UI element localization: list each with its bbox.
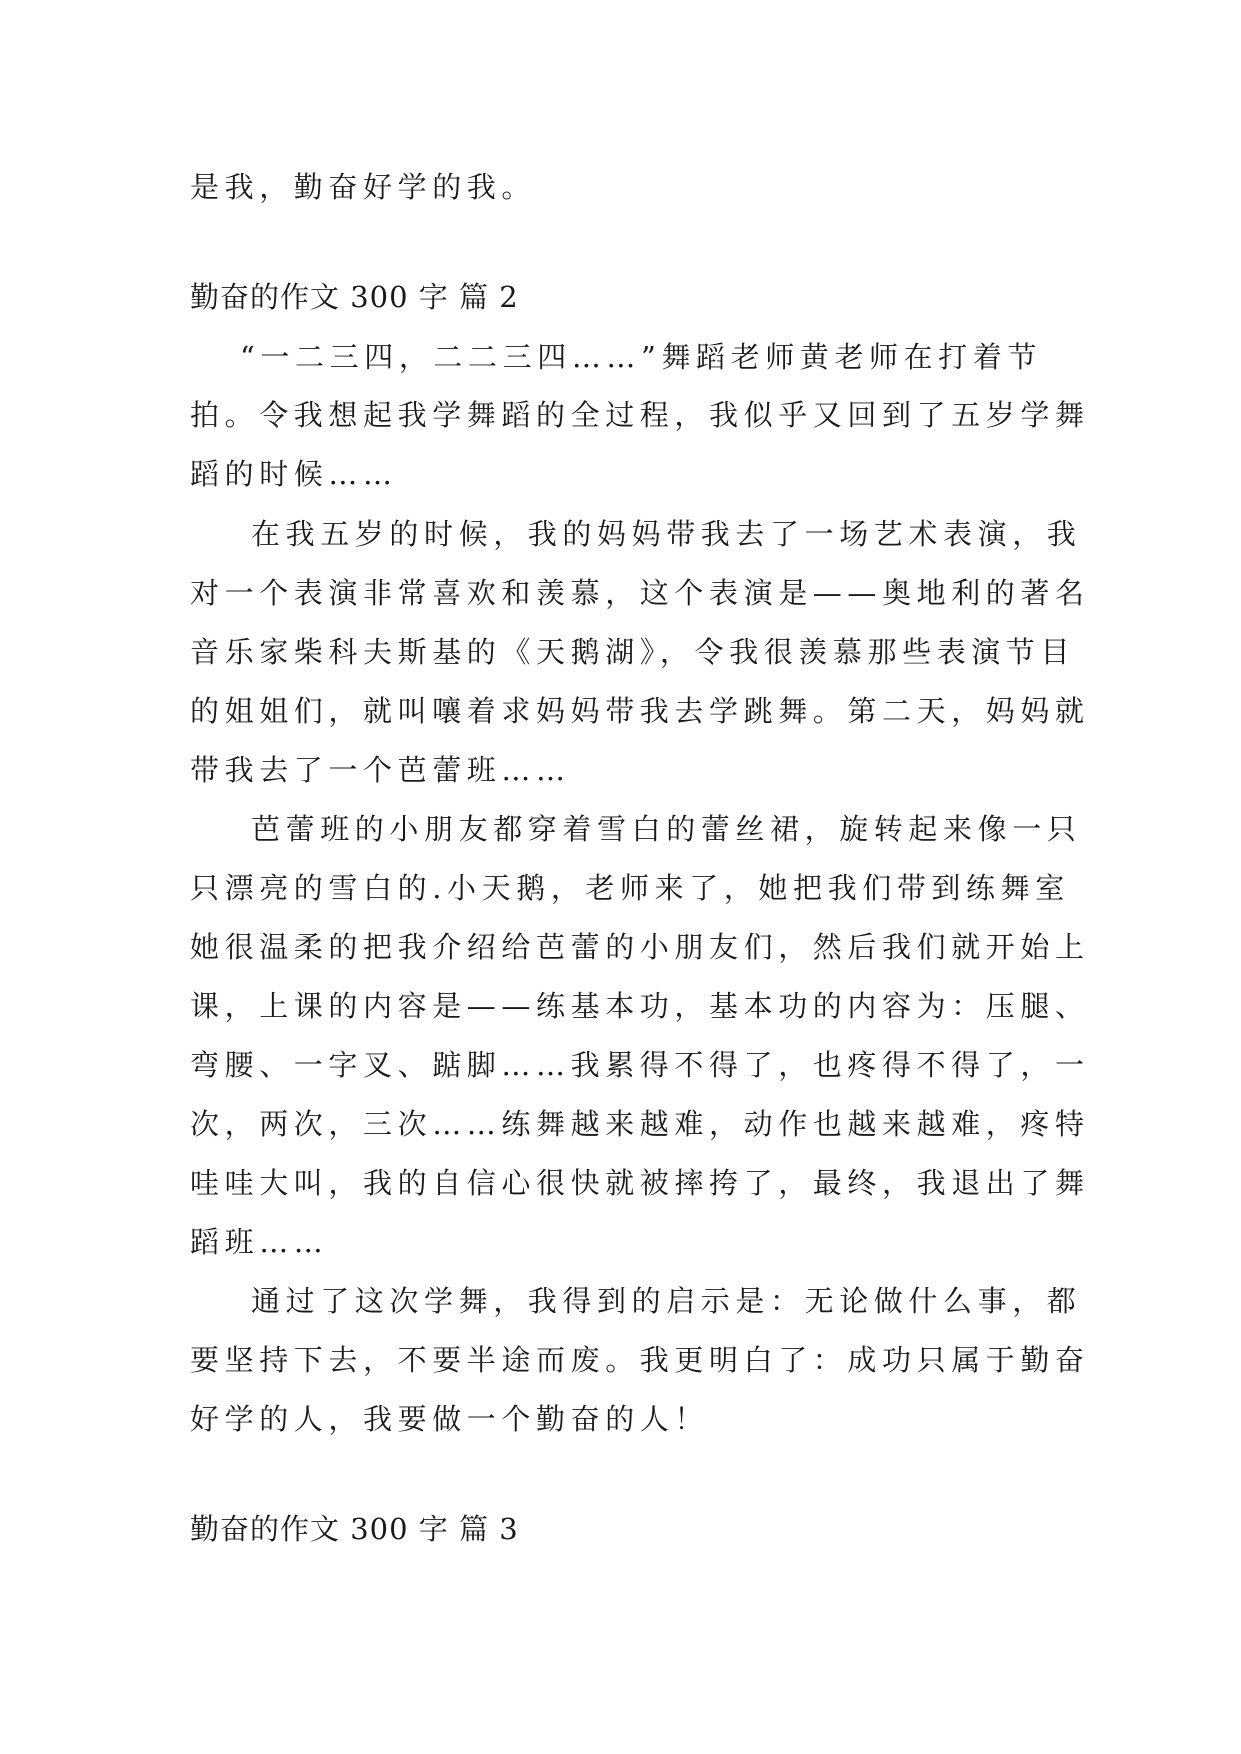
- paragraph-1-line-1: “一二三四，二二三四……”舞蹈老师黄老师在打着节: [240, 340, 1043, 374]
- paragraph-1-line-3: 蹈的时候……: [190, 457, 398, 491]
- section-2-heading: 勤奋的作文 300 字 篇 2: [190, 280, 519, 314]
- section-3-heading: 勤奋的作文 300 字 篇 3: [190, 1512, 519, 1546]
- paragraph-4-line-3: 好学的人，我要做一个勤奋的人！: [190, 1402, 710, 1436]
- paragraph-2-line-2: 对一个表演非常喜欢和羡慕，这个表演是——奥地利的著名: [190, 576, 1090, 610]
- paragraph-3-line-6: 次，两次，三次……练舞越来越难，动作也越来越难，疼特: [190, 1107, 1090, 1141]
- paragraph-3-line-7: 哇哇大叫，我的自信心很快就被摔挎了，最终，我退出了舞: [190, 1166, 1090, 1200]
- paragraph-2-line-5: 带我去了一个芭蕾班……: [190, 753, 571, 787]
- paragraph-3-line-8: 蹈班……: [190, 1225, 329, 1259]
- paragraph-3-line-2: 只漂亮的雪白的.小天鹅，老师来了，她把我们带到练舞室: [190, 871, 1070, 905]
- paragraph-2-line-4: 的姐姐们，就叫嚷着求妈妈带我去学跳舞。第二天，妈妈就: [190, 694, 1090, 728]
- intro-line: 是我，勤奋好学的我。: [190, 170, 537, 204]
- paragraph-4-line-1: 通过了这次学舞，我得到的启示是：无论做什么事，都: [251, 1284, 1082, 1318]
- paragraph-3-line-1: 芭蕾班的小朋友都穿着雪白的蕾丝裙，旋转起来像一只: [251, 812, 1082, 846]
- paragraph-2-line-3: 音乐家柴科夫斯基的《天鹅湖》，令我很羡慕那些表演节目: [190, 635, 1076, 669]
- paragraph-1-line-2: 拍。令我想起我学舞蹈的全过程，我似乎又回到了五岁学舞: [190, 398, 1090, 432]
- paragraph-4-line-2: 要坚持下去，不要半途而废。我更明白了：成功只属于勤奋: [190, 1343, 1090, 1377]
- paragraph-3-line-3: 她很温柔的把我介绍给芭蕾的小朋友们，然后我们就开始上: [190, 930, 1090, 964]
- paragraph-2-line-1: 在我五岁的时候，我的妈妈带我去了一场艺术表演，我: [251, 517, 1082, 551]
- paragraph-3-line-5: 弯腰、一字叉、踮脚……我累得不得了，也疼得不得了，一: [190, 1048, 1090, 1082]
- paragraph-3-line-4: 课，上课的内容是——练基本功，基本功的内容为：压腿、: [190, 989, 1090, 1023]
